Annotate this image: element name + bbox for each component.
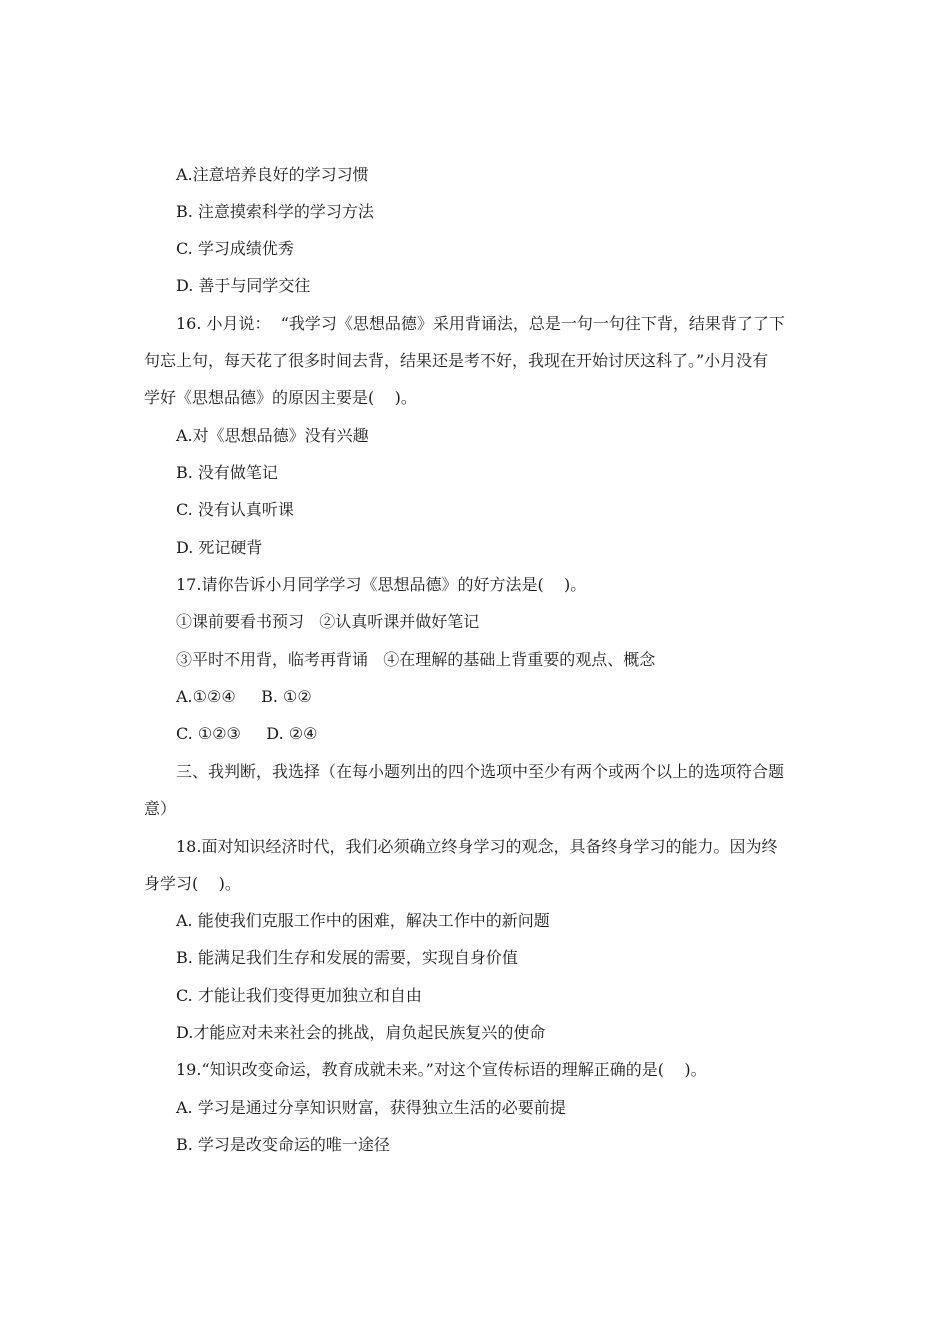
q15-option-a: A.注意培养良好的学习习惯 (176, 165, 369, 184)
q16-option-c: C. 没有认真听课 (176, 500, 294, 519)
q15-option-d: D. 善于与同学交往 (176, 276, 311, 295)
q18-option-d: D.才能应对未来社会的挑战，肩负起民族复兴的使命 (176, 1023, 546, 1042)
q18-option-a: A. 能使我们克服工作中的困难，解决工作中的新问题 (176, 911, 550, 930)
q15-option-c: C. 学习成绩优秀 (176, 239, 294, 258)
q18-option-c: C. 才能让我们变得更加独立和自由 (176, 986, 422, 1005)
q17-items-line-2: ③平时不用背，临考再背诵 ④在理解的基础上背重要的观点、概念 (176, 650, 656, 669)
q19-option-b: B. 学习是改变命运的唯一途径 (176, 1135, 390, 1154)
q16-option-b: B. 没有做笔记 (176, 463, 278, 482)
q18-stem-line-1: 18.面对知识经济时代，我们必须确立终身学习的观念，具备终身学习的能力。因为终 (176, 837, 778, 856)
q19-option-a: A. 学习是通过分享知识财富，获得独立生活的必要前提 (176, 1098, 566, 1117)
q17-stem: 17.请你告诉小月同学学习《思想品德》的好方法是( )。 (176, 575, 587, 594)
q18-stem-line-2: 身学习( )。 (144, 874, 241, 893)
q17-options-ab: A.①②④ B. ①② (176, 687, 312, 706)
q18-option-b: B. 能满足我们生存和发展的需要，实现自身价值 (176, 948, 518, 967)
q17-items-line-1: ①课前要看书预习 ②认真听课并做好笔记 (176, 612, 480, 631)
q17-options-cd: C. ①②③ D. ②④ (176, 724, 318, 743)
q19-stem: 19.“知识改变命运，教育成就未来。”对这个宣传标语的理解正确的是( )。 (176, 1060, 707, 1079)
section-3-title-line-2: 意） (144, 799, 177, 818)
q16-stem-line-1: 16. 小月说： “我学习《思想品德》采用背诵法，总是一句一句往下背，结果背了了下 (176, 314, 785, 333)
section-3-title-line-1: 三、我判断，我选择（在每小题列出的四个选项中至少有两个或两个以上的选项符合题 (176, 762, 785, 781)
q16-stem-line-2: 句忘上句，每天花了很多时间去背，结果还是考不好，我现在开始讨厌这科了。”小月没有 (144, 351, 769, 370)
q16-option-d: D. 死记硬背 (176, 538, 263, 557)
q15-option-b: B. 注意摸索科学的学习方法 (176, 202, 374, 221)
q16-stem-line-3: 学好《思想品德》的原因主要是( )。 (144, 388, 417, 407)
q16-option-a: A.对《思想品德》没有兴趣 (176, 426, 369, 445)
